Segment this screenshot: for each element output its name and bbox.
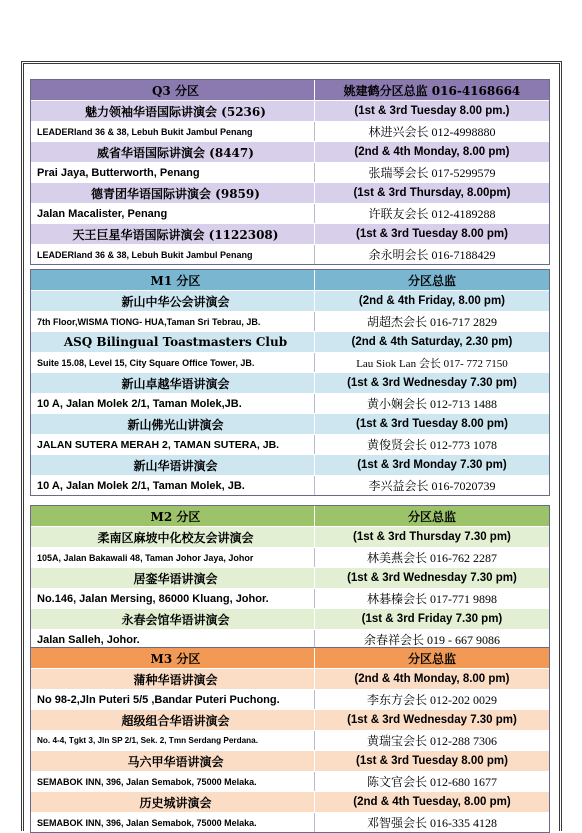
club-meeting-time: (1st & 3rd Tuesday 8.00 pm) — [314, 224, 549, 244]
club-address-row — [31, 434, 549, 454]
club-address: 105A, Jalan Bakawali 48, Taman Johor Jaya, Johor — [37, 552, 254, 563]
club-address-row — [31, 475, 549, 495]
club-name: 蒲种华语讲演会 — [133, 672, 218, 687]
club-name: 永春会馆华语讲演会 — [121, 612, 230, 627]
club-name: 威省华语国际讲演会 (8447) — [96, 145, 254, 160]
club-meeting-time: (1st & 3rd Wednesday 7.30 pm) — [314, 568, 549, 588]
club-address: Jalan Macalister, Penang — [37, 207, 168, 220]
section-name: M1 分区 — [150, 273, 201, 288]
club-address: Jalan Salleh, Johor. — [37, 633, 140, 646]
section-name: Q3 分区 — [151, 83, 199, 98]
section-director: 分区总监 — [314, 648, 549, 668]
club-row — [31, 182, 549, 203]
club-address: No. 4-4, Tgkt 3, Jln SP 2/1, Sek. 2, Tmn Serdang Perdana. — [37, 736, 258, 745]
club-name: 新山中华公会讲演会 — [121, 294, 230, 309]
club-address-row — [31, 629, 549, 649]
club-name: 新山佛光山讲演会 — [127, 417, 224, 432]
club-address-row — [31, 812, 549, 832]
section-name: M2 分区 — [150, 509, 201, 524]
section-m2 — [30, 505, 550, 650]
club-name: ASQ Bilingual Toastmasters Club — [63, 335, 288, 349]
club-address-row — [31, 689, 549, 709]
club-contact: 黄俊贤会长 012-773 1078 — [314, 435, 549, 454]
club-address: 7th Floor,WISMA TIONG- HUA,Taman Sri Tebrau, JB. — [37, 316, 261, 327]
club-address-row — [31, 771, 549, 791]
club-name: 天王巨星华语国际讲演会 (1122308) — [72, 227, 279, 242]
club-meeting-time: (1st & 3rd Wednesday 7.30 pm) — [314, 710, 549, 730]
club-row — [31, 372, 549, 393]
club-address: SEMABOK INN, 396, Jalan Semabok, 75000 Melaka. — [37, 776, 257, 787]
club-address: JALAN SUTERA MERAH 2, TAMAN SUTERA, JB. — [37, 438, 280, 451]
club-meeting-time: (2nd & 4th Friday, 8.00 pm) — [314, 291, 549, 311]
club-contact: 林美燕会长 016-762 2287 — [314, 548, 549, 567]
club-row — [31, 454, 549, 475]
club-address: 10 A, Jalan Molek 2/1, Taman Molek, JB. — [37, 479, 245, 492]
section-q3 — [30, 79, 550, 265]
club-row — [31, 709, 549, 730]
club-address-row — [31, 547, 549, 567]
club-contact: 胡超杰会长 016-717 2829 — [314, 312, 549, 331]
club-name: 居銮华语讲演会 — [133, 571, 218, 586]
section-name: M3 分区 — [150, 651, 201, 666]
club-row — [31, 526, 549, 547]
club-name: 德青团华语国际讲演会 (9859) — [90, 186, 260, 201]
club-row — [31, 331, 549, 352]
section-header — [31, 80, 549, 100]
club-meeting-time: (2nd & 4th Monday, 8.00 pm) — [314, 669, 549, 689]
club-row — [31, 413, 549, 434]
club-contact: 林碁榛会长 017-771 9898 — [314, 589, 549, 608]
club-address: Prai Jaya, Butterworth, Penang — [37, 166, 200, 179]
club-row — [31, 567, 549, 588]
club-contact: 邓智强会长 016-335 4128 — [314, 813, 549, 832]
section-header — [31, 270, 549, 290]
club-address-row — [31, 588, 549, 608]
club-meeting-time: (1st & 3rd Thursday, 8.00pm) — [314, 183, 549, 203]
club-row — [31, 791, 549, 812]
section-header — [31, 648, 549, 668]
section-m3 — [30, 647, 550, 833]
section-m1 — [30, 269, 550, 496]
club-name: 新山华语讲演会 — [133, 458, 218, 473]
club-meeting-time: (1st & 3rd Tuesday 8.00 pm.) — [314, 101, 549, 121]
club-address: LEADERland 36 & 38, Lebuh Bukit Jambul Penang — [37, 249, 253, 260]
club-meeting-time: (2nd & 4th Saturday, 2.30 pm) — [314, 332, 549, 352]
club-address-row — [31, 393, 549, 413]
club-name: 马六甲华语讲演会 — [127, 754, 224, 769]
club-contact: 余永明会长 016-7188429 — [314, 245, 549, 264]
club-name: 超级组合华语讲演会 — [121, 713, 230, 728]
club-contact: 许联友会长 012-4189288 — [314, 204, 549, 223]
club-address: No 98-2,Jln Puteri 5/5 ,Bandar Puteri Puchong. — [37, 693, 280, 706]
club-address: No.146, Jalan Mersing, 86000 Kluang, Johor. — [37, 592, 269, 605]
section-director: 姚建鹤分区总监 016-4168664 — [314, 80, 549, 100]
club-address: 10 A, Jalan Molek 2/1, Taman Molek,JB. — [37, 397, 242, 410]
club-name: 魅力领袖华语国际讲演会 (5236) — [84, 104, 266, 119]
club-row — [31, 223, 549, 244]
club-meeting-time: (1st & 3rd Monday 7.30 pm) — [314, 455, 549, 475]
club-name: 柔南区麻坡中化校友会讲演会 — [97, 530, 254, 545]
club-address-row — [31, 203, 549, 223]
club-contact: 黄小娴会长 012-713 1488 — [314, 394, 549, 413]
club-row — [31, 750, 549, 771]
club-contact: 李兴益会长 016-7020739 — [314, 476, 549, 495]
club-contact: 陈文官会长 012-680 1677 — [314, 772, 549, 791]
club-contact: 李东方会长 012-202 0029 — [314, 690, 549, 709]
club-meeting-time: (1st & 3rd Thursday 7.30 pm) — [314, 527, 549, 547]
club-meeting-time: (1st & 3rd Wednesday 7.30 pm) — [314, 373, 549, 393]
club-address: LEADERland 36 & 38, Lebuh Bukit Jambul Penang — [37, 126, 253, 137]
section-header — [31, 506, 549, 526]
club-meeting-time: (1st & 3rd Tuesday 8.00 pm) — [314, 414, 549, 434]
club-address-row — [31, 244, 549, 264]
club-meeting-time: (1st & 3rd Tuesday 8.00 pm) — [314, 751, 549, 771]
club-address: SEMABOK INN, 396, Jalan Semabok, 75000 Melaka. — [37, 817, 257, 828]
club-row — [31, 608, 549, 629]
section-director: 分区总监 — [314, 506, 549, 526]
club-contact: 黄瑞宝会长 012-288 7306 — [314, 731, 549, 750]
club-row — [31, 100, 549, 121]
club-contact: Lau Siok Lan 会长 017- 772 7150 — [314, 353, 549, 372]
club-address-row — [31, 121, 549, 141]
club-name: 历史城讲演会 — [139, 795, 212, 810]
club-name: 新山卓越华语讲演会 — [121, 376, 230, 391]
club-address-row — [31, 352, 549, 372]
club-row — [31, 141, 549, 162]
club-row — [31, 668, 549, 689]
club-row — [31, 290, 549, 311]
club-meeting-time: (1st & 3rd Friday 7.30 pm) — [314, 609, 549, 629]
club-contact: 林进兴会长 012-4998880 — [314, 122, 549, 141]
club-contact: 余春祥会长 019 - 667 9086 — [314, 630, 549, 649]
section-director: 分区总监 — [314, 270, 549, 290]
club-contact: 张瑞琴会长 017-5299579 — [314, 163, 549, 182]
club-address-row — [31, 162, 549, 182]
club-address: Suite 15.08, Level 15, City Square Office Tower, JB. — [37, 357, 255, 368]
club-meeting-time: (2nd & 4th Tuesday, 8.00 pm) — [314, 792, 549, 812]
club-address-row — [31, 311, 549, 331]
club-meeting-time: (2nd & 4th Monday, 8.00 pm) — [314, 142, 549, 162]
club-address-row — [31, 730, 549, 750]
